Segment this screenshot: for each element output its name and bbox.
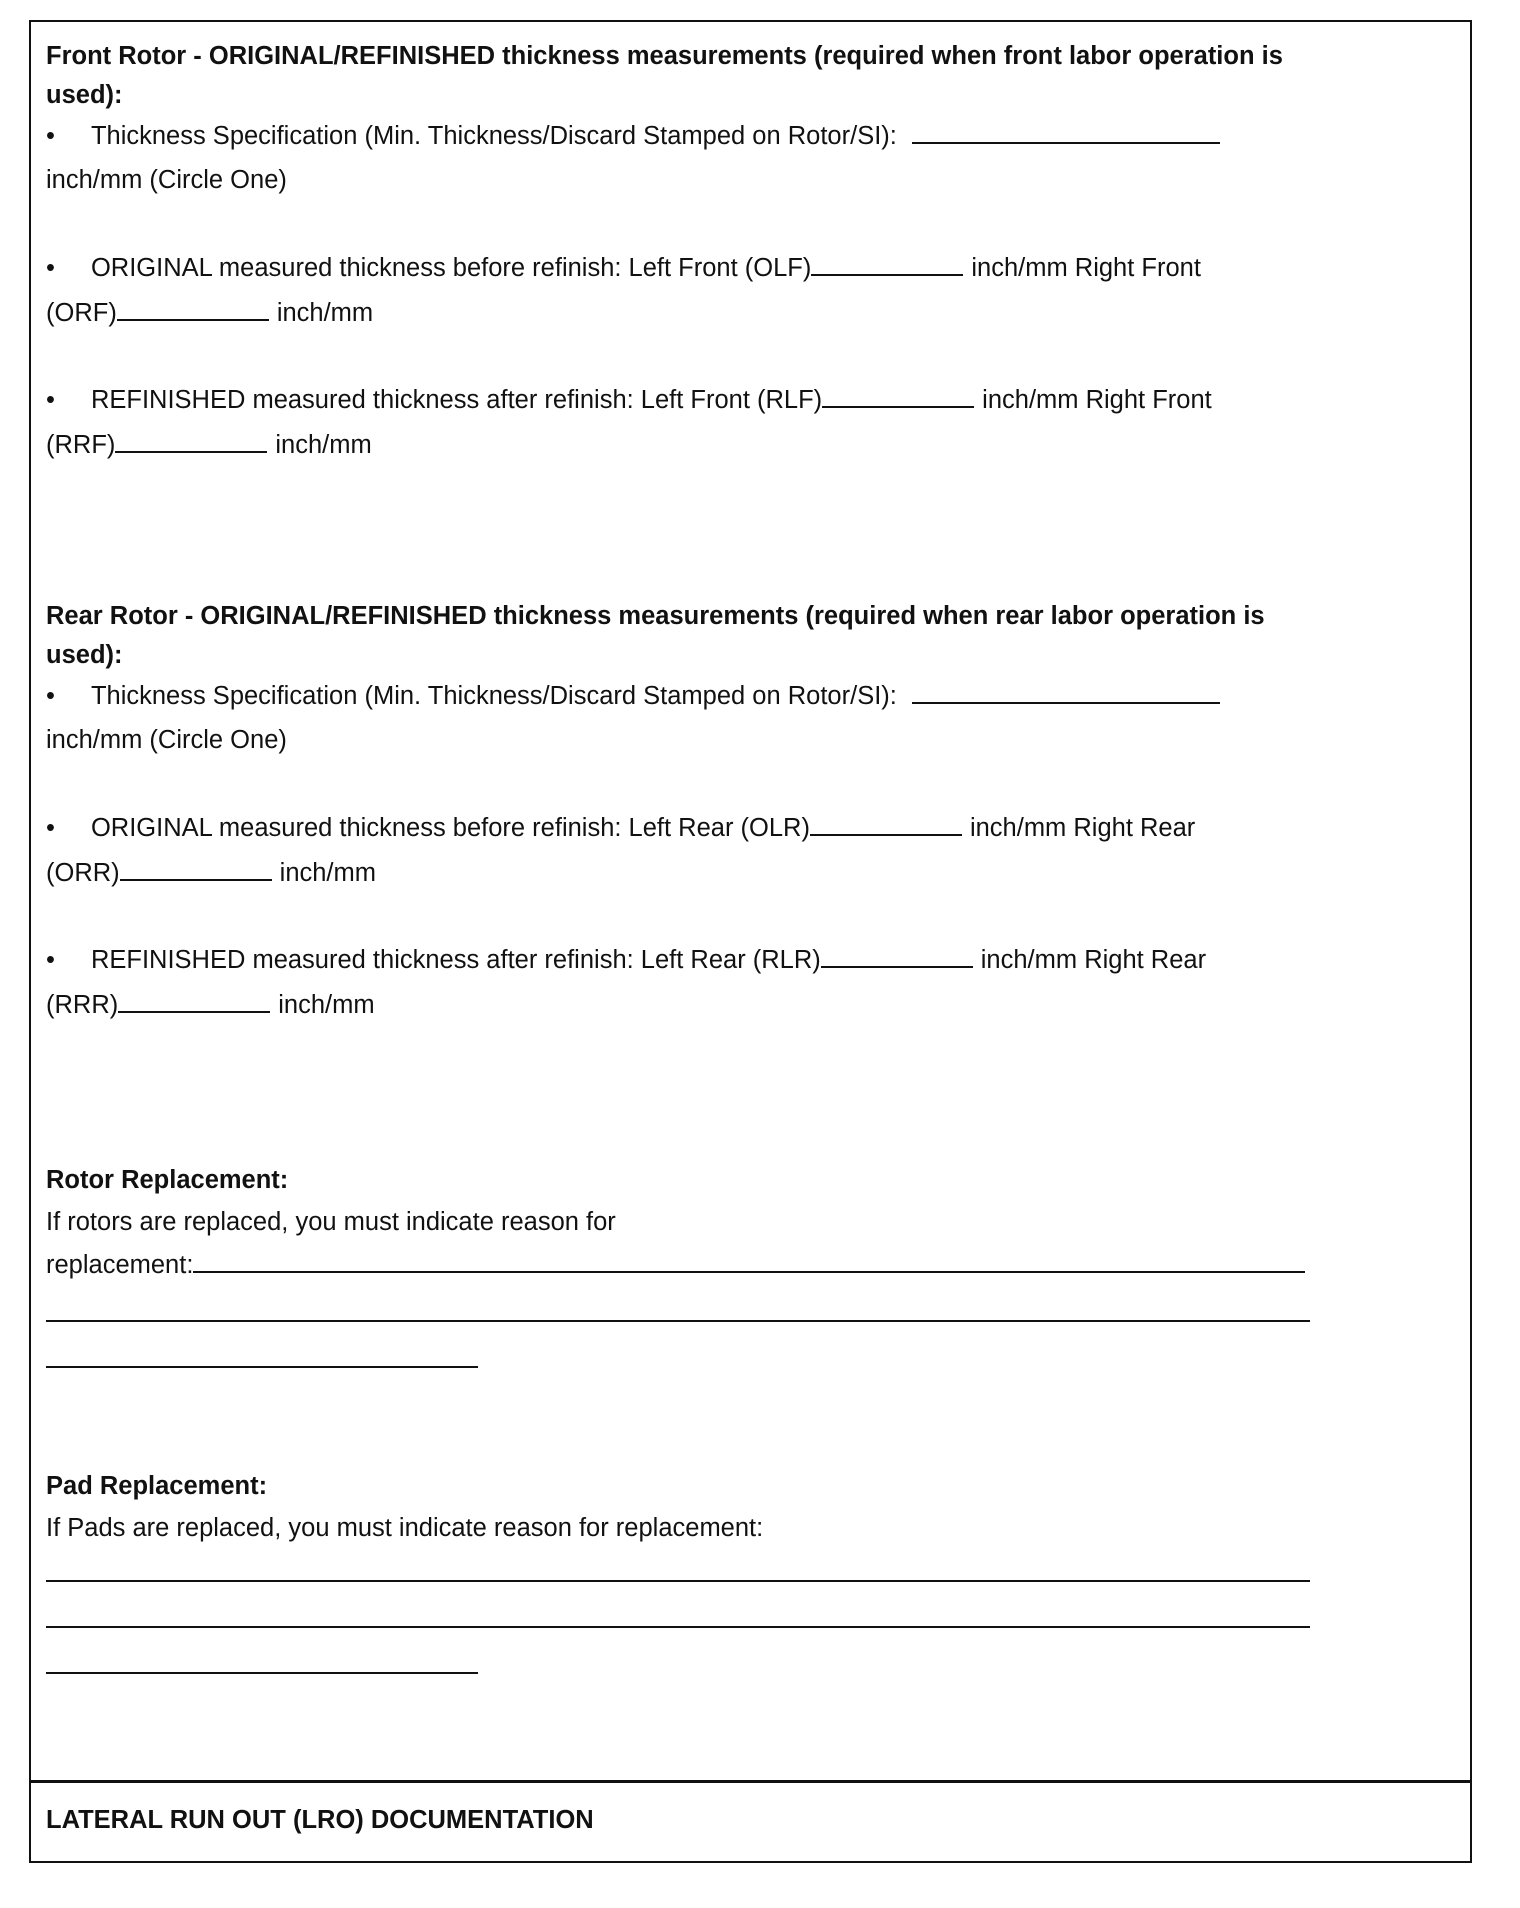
rotor-replacement-row (46, 1245, 1305, 1285)
rear-spec-row (46, 676, 1220, 716)
bullet: • (46, 814, 55, 842)
rotor-replacement-instruction: If rotors are replaced, you must indicate reason for (46, 1208, 616, 1236)
rear-refinished-label: REFINISHED measured thickness after refinish: Left Rear (RLR) (90, 946, 821, 974)
rear-rotor-heading: Rear Rotor - ORIGINAL/REFINISHED thickness measurements (required when rear labor operation is (46, 602, 1265, 630)
bullet: • (46, 682, 55, 710)
section-divider (29, 1780, 1472, 1783)
rrf-label: (RRF) (46, 431, 116, 459)
olr-field[interactable] (810, 812, 962, 836)
pad-replacement-heading: Pad Replacement: (46, 1472, 268, 1500)
bullet: • (46, 946, 55, 974)
olf-field[interactable] (811, 252, 963, 276)
front-original-row-cont (46, 293, 373, 333)
rear-refinished-row (46, 940, 1206, 980)
rear-spec-label: Thickness Specification (Min. Thickness/Discard Stamped on Rotor/SI): (90, 682, 897, 710)
front-spec-label: Thickness Specification (Min. Thickness/Discard Stamped on Rotor/SI): (90, 122, 897, 150)
lro-section-title: LATERAL RUN OUT (LRO) DOCUMENTATION (46, 1806, 594, 1834)
rear-original-label: ORIGINAL measured thickness before refinish: Left Rear (OLR) (90, 814, 810, 842)
orf-unit: inch/mm (276, 299, 374, 327)
rear-original-row-cont (46, 853, 376, 893)
front-refinished-label: REFINISHED measured thickness after refinish: Left Front (RLF) (90, 386, 823, 414)
front-refinished-row (46, 380, 1212, 420)
orr-field[interactable] (120, 857, 272, 881)
orf-field[interactable] (117, 297, 269, 321)
orr-label: (ORR) (46, 859, 120, 887)
bullet: • (46, 386, 55, 414)
rotor-replacement-heading: Rotor Replacement: (46, 1166, 289, 1194)
rear-refinished-unit: inch/mm Right Rear (980, 946, 1207, 974)
rlf-field[interactable] (822, 384, 974, 408)
rear-spec-unit: inch/mm (Circle One) (46, 726, 287, 754)
orr-unit: inch/mm (279, 859, 377, 887)
rear-original-unit: inch/mm Right Rear (969, 814, 1196, 842)
front-spec-row (46, 116, 1220, 156)
rotor-replacement-label: replacement: (46, 1251, 194, 1279)
rear-original-row (46, 808, 1195, 848)
front-original-unit: inch/mm Right Front (971, 254, 1201, 282)
front-spec-field[interactable] (912, 120, 1220, 144)
rear-spec-field[interactable] (912, 680, 1220, 704)
front-rotor-heading: Front Rotor - ORIGINAL/REFINISHED thickness measurements (required when front labor operation is (46, 42, 1283, 70)
rrf-unit: inch/mm (275, 431, 372, 459)
pad-replacement-instruction: If Pads are replaced, you must indicate reason for replacement: (46, 1514, 764, 1542)
rrr-field[interactable] (118, 989, 270, 1013)
rlr-field[interactable] (821, 944, 973, 968)
rear-refinished-row-cont (46, 985, 375, 1025)
front-refinished-unit: inch/mm Right Front (982, 386, 1212, 414)
front-original-row (46, 248, 1201, 288)
bullet: • (46, 122, 55, 150)
rrr-label: (RRR) (46, 991, 119, 1019)
front-spec-unit: inch/mm (Circle One) (46, 166, 287, 194)
pad-reason-line-3[interactable] (46, 1672, 478, 1674)
rear-rotor-heading-cont: used): (46, 641, 123, 669)
pad-reason-line-2[interactable] (46, 1626, 1310, 1628)
rotor-reason-line-2[interactable] (46, 1320, 1310, 1322)
front-rotor-heading-cont: used): (46, 81, 123, 109)
front-refinished-row-cont (46, 425, 372, 465)
front-original-label: ORIGINAL measured thickness before refinish: Left Front (OLF) (90, 254, 812, 282)
rotor-reason-line-3[interactable] (46, 1366, 478, 1368)
pad-reason-line-1[interactable] (46, 1580, 1310, 1582)
orf-label: (ORF) (46, 299, 117, 327)
rrr-unit: inch/mm (278, 991, 375, 1019)
bullet: • (46, 254, 55, 282)
rrf-field[interactable] (115, 429, 267, 453)
rotor-reason-field[interactable] (193, 1249, 1305, 1273)
